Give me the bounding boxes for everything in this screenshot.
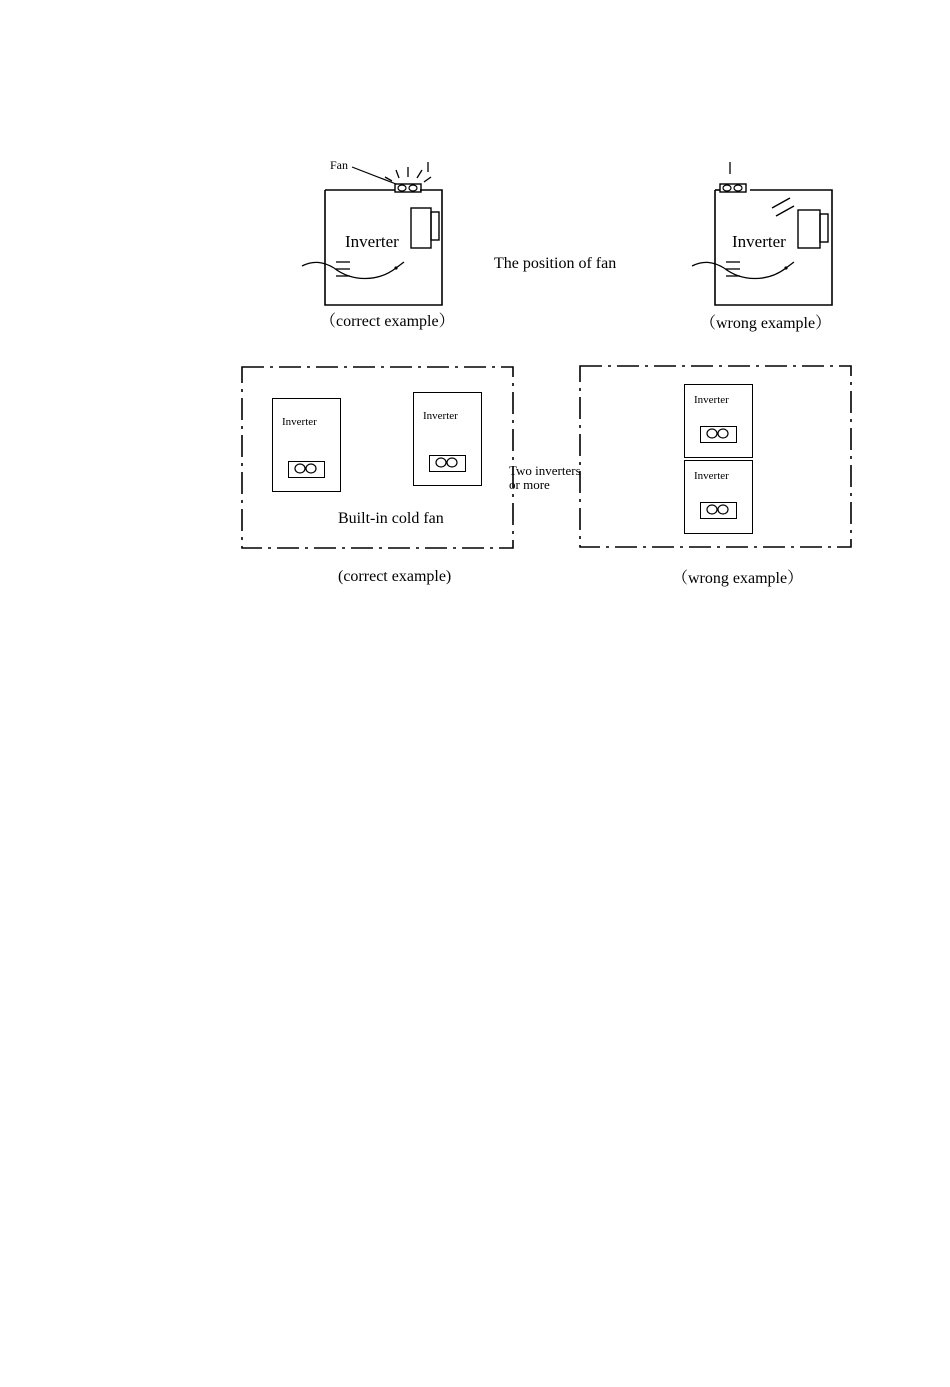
inverter-unit-bottom-label: Inverter: [694, 470, 729, 482]
inverter-unit-2-fan-icon: [429, 455, 464, 470]
inverter-unit-top-label: Inverter: [694, 394, 729, 406]
inverter-unit-2-label: Inverter: [423, 410, 458, 422]
built-in-cold-fan-label: Built-in cold fan: [338, 510, 444, 527]
figure-title-fan-position: The position of fan: [494, 255, 617, 272]
inverter-unit-bottom-fan-icon: [700, 502, 735, 517]
caption-bottom-wrong: （wrong example）: [672, 570, 804, 587]
two-inverters-note: [509, 464, 581, 492]
caption-top-correct: （correct example）: [320, 313, 455, 330]
inverter-unit-1-label: Inverter: [282, 416, 317, 428]
two-inverters-note-line1: Two inverters: [509, 463, 581, 478]
inverter-unit-top-fan-icon: [700, 426, 735, 441]
inverter-label-correct: Inverter: [345, 232, 399, 251]
figure-multi-inverter-wrong: [578, 364, 853, 549]
inverter-unit-1-fan-icon: [288, 461, 323, 476]
caption-bottom-correct: (correct example): [338, 568, 452, 585]
caption-top-wrong: （wrong example）: [700, 315, 832, 332]
inverter-label-wrong: Inverter: [732, 232, 786, 251]
fan-label: Fan: [330, 158, 348, 172]
two-inverters-note-line2: or more: [509, 477, 550, 492]
figure-multi-inverter-correct: [240, 365, 515, 550]
